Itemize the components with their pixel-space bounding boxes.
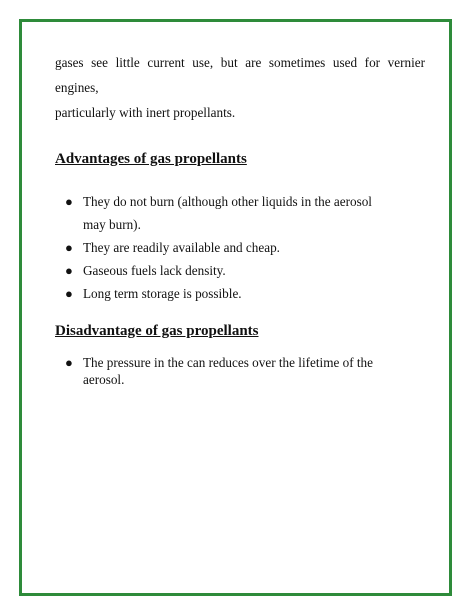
list-item (55, 259, 425, 282)
disadvantage-heading: Disadvantage of gas propellants (55, 323, 259, 339)
list-item-text: They are readily available and cheap. (83, 240, 280, 255)
intro-line: particularly with inert propellants. (55, 105, 236, 120)
list-item-text: Gaseous fuels lack density. (83, 263, 226, 278)
list-item-text: They do not burn (although other liquids in the aerosol (83, 194, 372, 209)
list-item (55, 282, 425, 305)
intro-paragraph (55, 50, 425, 125)
bullet-icon: ● (65, 194, 73, 209)
bullet-icon: ● (65, 355, 73, 370)
document-body (55, 50, 425, 388)
list-item (55, 354, 425, 388)
disadvantage-list (55, 354, 425, 388)
intro-line: gases see little current use, but are sometimes used for vernier engines, (55, 55, 425, 95)
list-item-text: aerosol. (83, 372, 125, 387)
bullet-icon: ● (65, 286, 73, 301)
advantages-heading: Advantages of gas propellants (55, 151, 247, 167)
list-item-text: Long term storage is possible. (83, 286, 242, 301)
bullet-icon: ● (65, 240, 73, 255)
advantages-list (55, 190, 425, 305)
list-item-text: The pressure in the can reduces over the lifetime of the (83, 355, 374, 370)
list-item (55, 236, 425, 259)
list-item-text: may burn). (83, 217, 141, 232)
list-item (55, 190, 425, 236)
bullet-icon: ● (65, 263, 73, 278)
